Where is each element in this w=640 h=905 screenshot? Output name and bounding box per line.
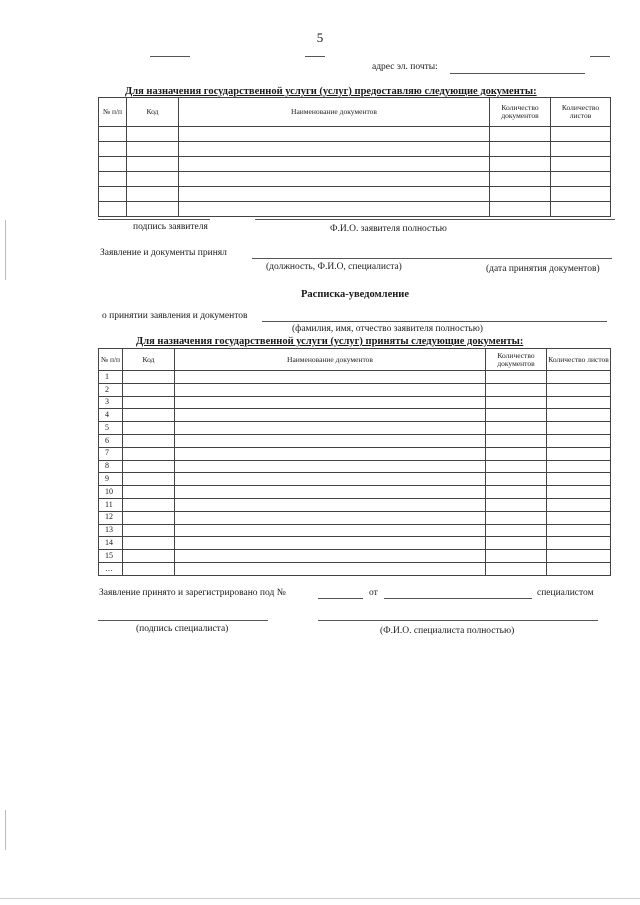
cell-number [99, 187, 127, 202]
cell-document-count[interactable] [490, 187, 551, 202]
top-dash-left [150, 56, 190, 57]
cell-code[interactable] [127, 187, 179, 202]
cell-number: 15 [99, 550, 123, 563]
cell-sheet-count[interactable] [547, 473, 611, 486]
receipt-title: Расписка-уведомление [301, 289, 409, 300]
cell-code[interactable] [127, 202, 179, 217]
registration-text-from: от [369, 588, 378, 598]
applicant-fullname-caption: (фамилия, имя, отчество заявителя полностью) [292, 324, 483, 334]
header-number: № п/п [99, 349, 123, 371]
cell-sheet-count[interactable] [547, 550, 611, 563]
header-sheet-count: Количество листов [551, 98, 611, 127]
header-document-name: Наименование документов [179, 98, 490, 127]
applicant-signature-caption: подпись заявителя [133, 222, 208, 232]
cell-code[interactable] [127, 127, 179, 142]
cell-sheet-count[interactable] [551, 127, 611, 142]
cell-document-name[interactable] [175, 371, 486, 384]
specialist-signature-caption: (подпись специалиста) [136, 624, 229, 634]
applicant-signature-line[interactable] [98, 219, 210, 220]
specialist-signature-line[interactable] [98, 620, 268, 621]
table-row [99, 473, 611, 486]
cell-document-name[interactable] [175, 562, 486, 575]
cell-number: 2 [99, 383, 123, 396]
cell-number: 8 [99, 460, 123, 473]
cell-number: 12 [99, 511, 123, 524]
documents-provided-table [98, 97, 611, 217]
cell-sheet-count[interactable] [551, 157, 611, 172]
cell-sheet-count[interactable] [547, 409, 611, 422]
specialist-position-caption: (должность, Ф.И.О, специалиста) [266, 262, 402, 272]
header-code: Код [123, 349, 175, 371]
cell-document-name[interactable] [179, 202, 490, 217]
cell-number [99, 172, 127, 187]
cell-document-count[interactable] [486, 511, 547, 524]
table-row [99, 409, 611, 422]
cell-document-name[interactable] [179, 157, 490, 172]
table-row [99, 187, 611, 202]
cell-code[interactable] [127, 172, 179, 187]
cell-document-count[interactable] [486, 537, 547, 550]
scan-edge-mark [5, 810, 6, 850]
cell-document-name[interactable] [179, 142, 490, 157]
cell-document-name[interactable] [175, 524, 486, 537]
table-row [99, 127, 611, 142]
table-row [99, 202, 611, 217]
cell-sheet-count[interactable] [547, 562, 611, 575]
header-code: Код [127, 98, 179, 127]
cell-document-name[interactable] [179, 187, 490, 202]
cell-document-count[interactable] [490, 157, 551, 172]
cell-number: 11 [99, 498, 123, 511]
cell-document-count[interactable] [486, 562, 547, 575]
cell-document-name[interactable] [175, 473, 486, 486]
table-row [99, 142, 611, 157]
email-field-line[interactable] [450, 73, 585, 74]
cell-document-name[interactable] [175, 447, 486, 460]
applicant-name-caption: Ф.И.О. заявителя полностью [330, 224, 447, 234]
cell-document-name[interactable] [175, 409, 486, 422]
cell-number [99, 142, 127, 157]
cell-code[interactable] [123, 371, 175, 384]
cell-document-name[interactable] [175, 498, 486, 511]
cell-number: 5 [99, 422, 123, 435]
cell-number: 3 [99, 396, 123, 409]
table-row [99, 422, 611, 435]
cell-sheet-count[interactable] [547, 498, 611, 511]
cell-document-count[interactable] [490, 202, 551, 217]
cell-document-count[interactable] [486, 409, 547, 422]
header-document-name: Наименование документов [175, 349, 486, 371]
cell-document-count[interactable] [486, 486, 547, 499]
table-row [99, 562, 611, 575]
scan-edge-mark [5, 220, 6, 280]
cell-sheet-count[interactable] [547, 486, 611, 499]
cell-number [99, 127, 127, 142]
documents-accepted-table [98, 348, 611, 576]
cell-code[interactable] [123, 524, 175, 537]
header-document-count: Количество документов [490, 98, 551, 127]
cell-number: 7 [99, 447, 123, 460]
table-row [99, 524, 611, 537]
cell-code[interactable] [123, 537, 175, 550]
registration-date-line[interactable] [384, 598, 532, 599]
cell-number: 14 [99, 537, 123, 550]
cell-sheet-count[interactable] [551, 172, 611, 187]
table2-heading: Для назначения государственной услуги (услуг) приняты следующие документы: [136, 336, 524, 347]
cell-document-count[interactable] [486, 498, 547, 511]
applicant-fullname-line[interactable] [262, 321, 607, 322]
cell-number: 10 [99, 486, 123, 499]
cell-document-count[interactable] [490, 172, 551, 187]
cell-document-count[interactable] [486, 383, 547, 396]
table-row [99, 172, 611, 187]
cell-sheet-count[interactable] [547, 460, 611, 473]
table-row [99, 498, 611, 511]
header-document-count: Количество документов [486, 349, 547, 371]
cell-document-name[interactable] [175, 486, 486, 499]
registration-number-line[interactable] [318, 598, 363, 599]
cell-document-count[interactable] [486, 422, 547, 435]
cell-code[interactable] [123, 550, 175, 563]
table-row [99, 537, 611, 550]
table1-heading: Для назначения государственной услуги (услуг) предоставляю следующие документы: [125, 86, 537, 97]
applicant-name-line[interactable] [255, 219, 615, 220]
specialist-name-caption: (Ф.И.О. специалиста полностью) [380, 626, 515, 636]
cell-document-count[interactable] [486, 371, 547, 384]
header-number: № п/п [99, 98, 127, 127]
cell-sheet-count[interactable] [547, 396, 611, 409]
table-header-row [99, 349, 611, 371]
cell-sheet-count[interactable] [547, 537, 611, 550]
cell-code[interactable] [127, 142, 179, 157]
cell-code[interactable] [123, 447, 175, 460]
cell-sheet-count[interactable] [547, 371, 611, 384]
cell-number: … [99, 562, 123, 575]
cell-document-count[interactable] [486, 524, 547, 537]
cell-document-name[interactable] [175, 434, 486, 447]
cell-code[interactable] [127, 157, 179, 172]
acceptance-date-caption: (дата принятия документов) [486, 264, 600, 274]
cell-sheet-count[interactable] [547, 422, 611, 435]
cell-document-name[interactable] [179, 127, 490, 142]
table-row [99, 460, 611, 473]
accepted-by-line[interactable] [252, 258, 612, 259]
cell-sheet-count[interactable] [551, 202, 611, 217]
cell-document-name[interactable] [175, 460, 486, 473]
cell-code[interactable] [123, 486, 175, 499]
scan-bottom-edge [0, 898, 640, 899]
cell-number: 6 [99, 434, 123, 447]
cell-sheet-count[interactable] [551, 142, 611, 157]
cell-code[interactable] [123, 511, 175, 524]
top-dash-mid [305, 56, 325, 57]
cell-code[interactable] [123, 434, 175, 447]
registration-text-end: специалистом [537, 588, 594, 598]
cell-code[interactable] [123, 460, 175, 473]
cell-sheet-count[interactable] [547, 383, 611, 396]
cell-document-count[interactable] [490, 127, 551, 142]
table-row [99, 511, 611, 524]
cell-document-name[interactable] [175, 396, 486, 409]
cell-sheet-count[interactable] [551, 187, 611, 202]
cell-code[interactable] [123, 422, 175, 435]
cell-sheet-count[interactable] [547, 524, 611, 537]
cell-number [99, 157, 127, 172]
page-number: 5 [316, 30, 324, 45]
cell-document-count[interactable] [486, 550, 547, 563]
cell-code[interactable] [123, 396, 175, 409]
table-row [99, 383, 611, 396]
table-row [99, 486, 611, 499]
specialist-name-line[interactable] [318, 620, 598, 621]
email-label: адрес эл. почты: [372, 62, 438, 72]
table-header-row [99, 98, 611, 127]
cell-code[interactable] [123, 498, 175, 511]
cell-number: 4 [99, 409, 123, 422]
cell-code[interactable] [123, 473, 175, 486]
cell-sheet-count[interactable] [547, 447, 611, 460]
registration-text-start: Заявление принято и зарегистрировано под № [99, 588, 286, 598]
cell-sheet-count[interactable] [547, 434, 611, 447]
table-row [99, 434, 611, 447]
cell-document-count[interactable] [486, 434, 547, 447]
table-row [99, 550, 611, 563]
cell-document-name[interactable] [175, 383, 486, 396]
cell-document-count[interactable] [486, 396, 547, 409]
receipt-about-label: о принятии заявления и документов [102, 311, 248, 321]
cell-number: 13 [99, 524, 123, 537]
cell-code[interactable] [123, 383, 175, 396]
cell-document-count[interactable] [490, 142, 551, 157]
cell-document-name[interactable] [175, 511, 486, 524]
cell-number: 1 [99, 371, 123, 384]
cell-document-name[interactable] [175, 537, 486, 550]
cell-document-count[interactable] [486, 473, 547, 486]
cell-code[interactable] [123, 562, 175, 575]
table-row [99, 447, 611, 460]
cell-document-count[interactable] [486, 460, 547, 473]
header-sheet-count: Количество листов [547, 349, 611, 371]
table-row [99, 371, 611, 384]
top-dash-right [590, 56, 610, 57]
cell-document-name[interactable] [179, 172, 490, 187]
cell-number [99, 202, 127, 217]
table-row [99, 396, 611, 409]
cell-sheet-count[interactable] [547, 511, 611, 524]
cell-number: 9 [99, 473, 123, 486]
cell-document-name[interactable] [175, 550, 486, 563]
accepted-by-label: Заявление и документы принял [100, 248, 227, 258]
cell-document-count[interactable] [486, 447, 547, 460]
cell-document-name[interactable] [175, 422, 486, 435]
table-row [99, 157, 611, 172]
cell-code[interactable] [123, 409, 175, 422]
